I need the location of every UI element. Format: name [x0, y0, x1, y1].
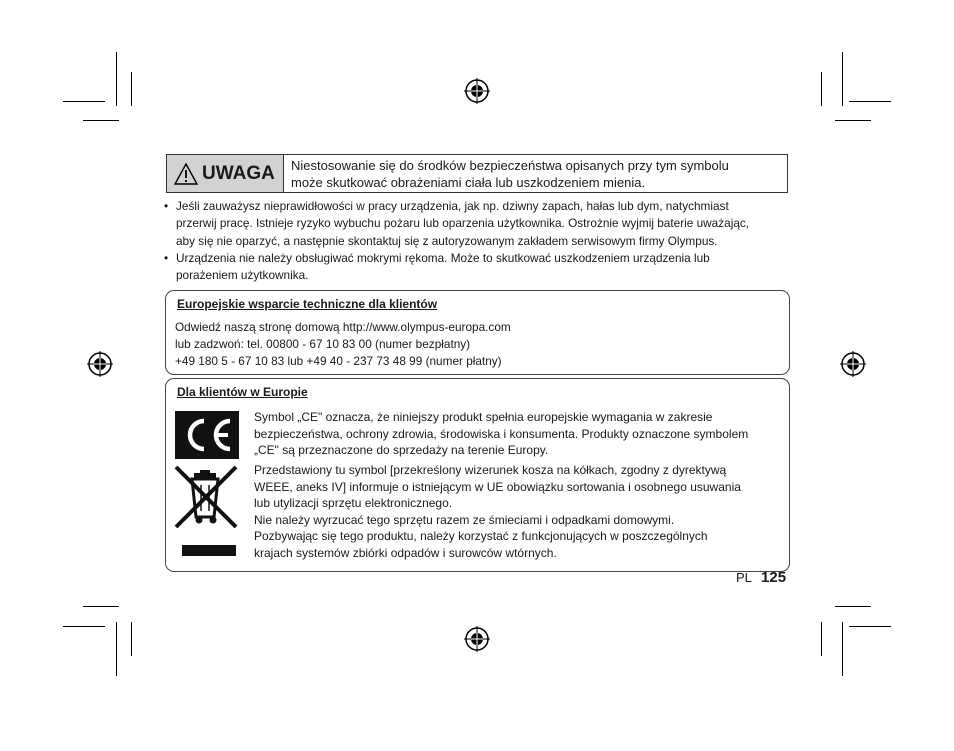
registration-mark-icon — [464, 78, 490, 104]
warning-label — [167, 155, 284, 192]
support-line: Odwiedź naszą stronę domową http://www.olympus-europa.com — [175, 320, 511, 334]
bullet-line: Urządzenia nie należy obsługiwać mokrymi rękoma. Może to skutkować uszkodzeniem urządzenia lub — [176, 250, 710, 265]
registration-mark-icon — [464, 626, 490, 652]
bullet-line: Jeśli zauważysz nieprawidłowości w pracy urządzenia, jak np. dziwny zapach, hałas lub dym, natychmiast — [176, 199, 729, 213]
bullet-icon: • — [164, 250, 169, 265]
weee-line: WEEE, aneks IV] informuje o istniejącym w UE obowiązku sortowania i osobnego usuwania — [254, 479, 741, 494]
support-title: Europejskie wsparcie techniczne dla klientów — [177, 297, 438, 311]
registration-mark-icon — [87, 351, 113, 377]
support-lines — [175, 319, 511, 370]
warning-banner — [166, 154, 788, 193]
bullet-line: przerwij pracę. Istnieje ryzyko wybuchu pożaru lub oparzenia użytkownika. Ostrożnie wyjmij baterie uważając, — [176, 216, 750, 231]
warning-title: UWAGA — [202, 162, 275, 184]
crossed-bin-icon — [174, 465, 238, 559]
weee-line: Przedstawiony tu symbol [przekreślony wizerunek kosza na kółkach, zgodny z dyrektywą — [254, 463, 727, 477]
ce-mark-icon — [175, 411, 239, 459]
bullet-list — [164, 198, 792, 284]
bullet-line: aby się nie oparzyć, a następnie skontaktuj się z autoryzowanym zakładem serwisowym firmy Olympus. — [176, 233, 718, 248]
bullet-line: porażeniem użytkownika. — [176, 268, 309, 283]
warning-triangle-icon — [174, 163, 198, 185]
list-item — [164, 198, 792, 250]
support-box — [165, 290, 790, 375]
weee-line: lub utylizacji sprzętu elektronicznego. — [254, 496, 453, 511]
support-line: +49 180 5 - 67 10 83 lub +49 40 - 237 73 48 99 (numer płatny) — [175, 354, 502, 368]
ce-description — [254, 409, 784, 459]
page-number: 125 — [761, 569, 787, 586]
ce-line: bezpieczeństwa, ochrony zdrowia, środowiska i konsumenta. Produkty oznaczone symbolem — [254, 426, 749, 441]
bullet-icon: • — [164, 199, 169, 213]
ce-line: Symbol „CE" oznacza, że niniejszy produkt spełnia europejskie wymagania w zakresie — [254, 410, 713, 424]
page-footer — [736, 569, 786, 586]
warning-text — [284, 155, 729, 192]
weee-line: krajach systemów zbiórki odpadów i surowców wtórnych. — [254, 545, 557, 560]
warning-line: Niestosowanie się do środków bezpieczeństwa opisanych przy tym symbolu — [291, 158, 729, 173]
support-line: lub zadzwoń: tel. 00800 - 67 10 83 00 (numer bezpłatny) — [175, 337, 471, 351]
europe-box — [165, 378, 790, 572]
weee-description — [254, 462, 784, 562]
ce-line: „CE" są przeznaczone do sprzedaży na terenie Europy. — [254, 443, 549, 458]
europe-title: Dla klientów w Europie — [177, 385, 308, 399]
list-item — [164, 250, 792, 285]
weee-line: Pozbywając się tego produktu, należy korzystać z funkcjonujących w poszczególnych — [254, 529, 708, 544]
registration-mark-icon — [840, 351, 866, 377]
language-code: PL — [736, 570, 752, 585]
weee-line: Nie należy wyrzucać tego sprzętu razem ze śmieciami i odpadkami domowymi. — [254, 512, 675, 527]
warning-line: może skutkować obrażeniami ciała lub uszkodzeniem mienia. — [291, 175, 646, 190]
